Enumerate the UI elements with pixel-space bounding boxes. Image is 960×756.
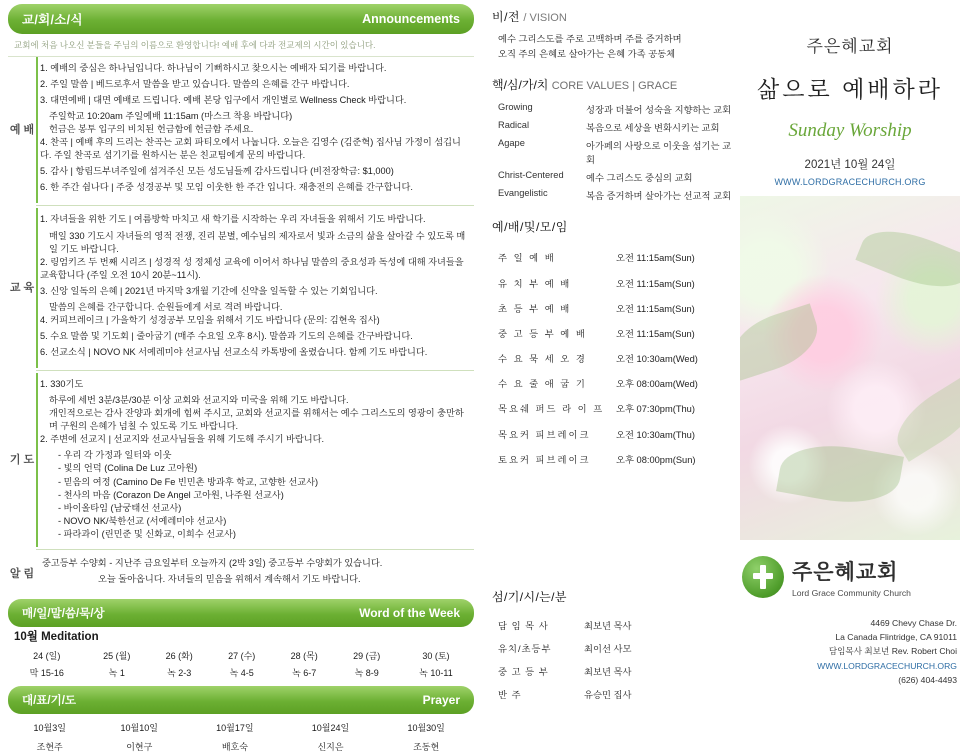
worship-theme-en: Sunday Worship [788, 120, 912, 141]
list-item: 3. 신앙 일독의 은혜 | 2021년 마지막 3개월 기간에 신약을 일독할 수 있는 기회입니다. [40, 285, 378, 296]
list-item: - 믿음의 여정 (Camino De Fe 빈민촌 방과후 학교, 고향한 선교사) [58, 476, 319, 487]
table-cell: 조동현 [413, 741, 440, 752]
table-cell: 토요커 피브레이크 [498, 454, 591, 465]
list-item: - 파라과이 (린민준 및 신화교, 이희수 선교사) [58, 528, 236, 539]
section-notice [8, 552, 474, 595]
table-row [498, 371, 728, 396]
table-cell: 복음 증거하며 살아가는 선교적 교회 [586, 190, 732, 201]
vision-heading [492, 8, 732, 25]
table-cell: Radical [498, 119, 530, 130]
table-row [498, 659, 632, 682]
section-label-education: 교 육 [9, 282, 35, 295]
table-cell: 오전 10:30am(Thu) [616, 429, 695, 440]
table-cell: 녹 8-9 [354, 667, 379, 678]
section-body-worship [36, 57, 474, 204]
core-values-title-en: CORE VALUES | GRACE [551, 79, 678, 92]
footer-logo-area [742, 556, 957, 687]
table-cell: 성장과 더불어 성숙을 지향하는 교회 [586, 104, 732, 115]
table-cell: 목요커 피브레이크 [498, 429, 591, 440]
address-line-2: La Canada Flintridge, CA 91011 [835, 632, 957, 643]
table-cell: 오전 10:30am(Wed) [616, 354, 698, 365]
list-item: - 천사의 마음 (Corazon De Angel 고아원, 나주원 선교사) [58, 489, 284, 500]
prayer-table [8, 718, 474, 756]
vision-line: 예수 그리스도를 주로 고백하며 주를 증거하며 [498, 34, 682, 44]
leaf-shape [740, 303, 826, 380]
table-cell: 10월30일 [407, 722, 445, 733]
table-cell: 10월24일 [311, 722, 350, 733]
masthead-url[interactable]: WWW.LORDGRACECHURCH.ORG [774, 177, 926, 187]
leaf-shape [776, 436, 904, 512]
flower-photo [740, 196, 960, 540]
services-table [498, 245, 728, 472]
masthead [740, 0, 960, 196]
core-values-title-kr: 핵/심/가/치 [492, 77, 549, 92]
leaf-shape [886, 374, 960, 462]
list-item: 말씀의 은혜를 간구합니다. 순원들에게 서로 격려 바랍니다. [49, 301, 283, 312]
table-cell: Agape [498, 137, 525, 148]
masthead-column [740, 0, 960, 540]
list-item: 중고등부 수양회 - 지난주 금요일부터 오늘까지 (2박 3일) 중고등부 수양회가 있습니다. [42, 557, 383, 568]
announcements-title-en: Announcements [362, 12, 460, 26]
list-item: 4. 커피브레이크 | 가을학기 성경공부 모임을 위해서 기도 바랍니다 (문의: 김현욱 집사) [40, 314, 380, 325]
table-row [498, 168, 732, 186]
announcements-column [8, 4, 474, 756]
table-row [8, 664, 474, 681]
table-cell: 녹 10-11 [419, 667, 453, 678]
table-cell: 초 등 부 예 배 [498, 303, 572, 314]
section-divider [36, 549, 474, 550]
church-name: 주은혜교회 [806, 37, 894, 56]
bulletin-date: 2021년 10월 24일 [804, 159, 896, 171]
section-body-notice [36, 552, 474, 595]
word-of-week-table [8, 647, 474, 681]
table-cell: 오전 11:15am(Sun) [616, 253, 695, 264]
section-divider [36, 370, 474, 371]
table-cell: 반 주 [498, 689, 522, 700]
table-cell: 녹 1 [108, 667, 125, 678]
core-values-table [498, 100, 732, 204]
table-cell: 25 (월) [103, 650, 131, 661]
table-cell: 수 요 묵 세 오 경 [498, 354, 587, 365]
table-cell: 오전 11:15am(Sun) [616, 328, 695, 339]
table-row [498, 346, 728, 371]
list-item: 2. 주일 말씀 | 베드로후서 말씀을 받고 있습니다. 말씀의 은혜를 간구 바랍니다. [40, 78, 350, 89]
section-prayer [8, 373, 474, 547]
table-row [498, 636, 632, 659]
prayer-header [8, 686, 474, 714]
table-cell: 오후 08:00pm(Sun) [616, 454, 696, 465]
table-cell: 아가페의 사랑으로 이웃을 섬기는 교회 [586, 140, 732, 165]
table-cell: 최이선 사모 [584, 643, 632, 654]
cross-icon [742, 556, 784, 598]
table-cell: 10월17일 [216, 722, 254, 733]
table-cell: 녹 2-3 [167, 667, 192, 678]
list-item: 오늘 돌아옵니다. 자녀들의 믿음을 위해서 계속해서 기도 바랍니다. [98, 573, 361, 584]
leaf-shape [855, 217, 960, 301]
table-cell: Christ-Centered [498, 169, 564, 180]
announcements-header [8, 4, 474, 34]
table-row [498, 613, 632, 636]
table-cell: 10월3일 [33, 722, 66, 733]
list-item: 2. 링엄키즈 두 번째 시리즈 | 성경적 성 정체성 교육에 이어서 하나님 말씀의 중요성과 독성에 대해 자녀들을 교육합니다 (주일 오전 10시 20분~11시). [40, 256, 464, 280]
table-cell: 오후 07:30pm(Thu) [616, 404, 695, 415]
table-cell: 막 15-16 [29, 667, 64, 678]
list-item: 1. 예배의 중심은 하나님입니다. 하나님이 기뻐하시고 찾으시는 예배자 되기를 바랍니다. [40, 62, 387, 73]
section-body-education [36, 208, 474, 368]
table-cell: 녹 4-5 [229, 667, 254, 678]
table-cell: 유 치 부 예 배 [498, 278, 572, 289]
table-cell: 담 임 목 사 [498, 620, 549, 631]
table-cell: Growing [498, 101, 533, 112]
table-cell: 중 고 등 부 [498, 666, 549, 677]
table-cell: 오전 11:15am(Sun) [616, 278, 695, 289]
list-item: 2. 주변에 선교지 | 선교지와 선교사님들을 위해 기도해 주시기 바랍니다. [40, 434, 325, 445]
table-cell: 28 (목) [290, 650, 318, 661]
table-row [498, 421, 728, 446]
worship-theme-kr: 삶으로 예배하라 [757, 76, 943, 102]
word-of-week-title-kr: 매/일/말/씀/묵/상 [22, 607, 105, 620]
table-cell: 30 (토) [422, 650, 450, 661]
section-label-prayer: 기 도 [9, 454, 35, 467]
list-item: 1. 자녀들을 위한 기도 | 여름방학 마치고 새 학기를 시작하는 우리 자녀들을 위해서 기도 바랍니다. [40, 214, 426, 225]
section-label-notice: 알 림 [9, 567, 35, 580]
word-of-week-title-en: Word of the Week [359, 605, 460, 620]
logo-text [792, 556, 911, 598]
table-row [498, 100, 732, 118]
table-row [498, 118, 732, 136]
table-cell: 녹 6-7 [292, 667, 317, 678]
table-cell: 조현주 [36, 741, 63, 752]
table-cell: 수 요 줄 애 굽 기 [498, 379, 587, 390]
vision-title-en: / VISION [523, 12, 567, 24]
word-of-week-header [8, 599, 474, 627]
table-cell: 오전 11:15am(Sun) [616, 303, 695, 314]
table-cell: 예수 그리스도 중심의 교회 [586, 172, 693, 183]
table-cell: 이현구 [126, 741, 153, 752]
table-cell: 신지은 [317, 741, 344, 752]
list-item: 6. 한 주간 쉼나다 | 주중 성경공부 및 모임 이웃한 한 주간 입니다. 재충전의 은혜를 간구합니다. [40, 182, 413, 193]
table-cell: 복음으로 세상을 변화시키는 교회 [586, 122, 720, 133]
list-item: 6. 선교소식 | NOVO NK 서예레미야 선교사님 선교소식 카톡방에 올렸습니다. 함께 기도 바랍니다. [40, 347, 428, 358]
list-item: - NOVO NK/북한선교 (서예레미야 선교사) [58, 515, 227, 526]
table-row [8, 647, 474, 664]
table-cell: 중 고 등 부 예 배 [498, 328, 587, 339]
table-cell: 주 일 예 배 [498, 253, 556, 264]
table-cell: 최보년 목사 [584, 666, 632, 677]
footer-url[interactable]: WWW.LORDGRACECHURCH.ORG [817, 660, 957, 671]
vision-column [492, 8, 732, 471]
logo-name-en: Lord Grace Community Church [792, 588, 911, 598]
table-cell: 24 (일) [33, 650, 61, 661]
list-item: 개인적으로는 감사 잔양과 회개에 힘써 주시고, 교회와 선교지를 위해서는 예수 그리스도의 영광이 충만하며 구원의 은혜가 넘칠 수 있도록 기도 바랍니다. [49, 408, 464, 432]
table-row [498, 320, 728, 345]
section-worship [8, 57, 474, 204]
table-cell: 27 (수) [228, 650, 256, 661]
table-row [8, 718, 474, 737]
list-item: 주일학교 10:20am 주일예배 11:15am (마스크 착용 바랍니다) [49, 111, 293, 122]
meditation-subtitle: 10월 Meditation [14, 630, 99, 643]
table-row [498, 136, 732, 168]
table-cell: 유치/초등부 [498, 643, 552, 654]
table-row [498, 245, 728, 270]
table-row [8, 737, 474, 756]
table-cell: 최보년 목사 [584, 620, 632, 631]
announcements-title-kr: 교/회/소/식 [22, 13, 83, 27]
list-item: 하루에 세번 3분/3분/30분 이상 교회와 선교지와 미국을 위해 기도 바랍니다. [49, 395, 349, 406]
prayer-title-en: Prayer [422, 692, 460, 707]
welcome-greeting: 교회에 처음 나오신 분들을 주님의 이름으로 환영합니다! 예배 후에 다과 전교제의 시간이 있습니다. [8, 34, 474, 57]
section-body-prayer [36, 373, 474, 547]
table-cell: 유승민 집사 [584, 689, 632, 700]
table-row [498, 186, 732, 204]
logo-row [742, 556, 957, 598]
list-item: 5. 수요 말씀 및 기도회 | 줄아굽기 (매주 수요일 오후 8시). 말씀과 기도의 은혜를 간구바랍니다. [40, 330, 413, 341]
address-line-1: 4469 Chevy Chase Dr. [870, 618, 957, 628]
section-label-worship: 예 배 [9, 124, 35, 137]
table-cell: 10월10일 [120, 722, 158, 733]
list-item: 4. 찬곡 | 예배 후의 드리는 찬곡는 교회 파티오에서 나눕니다. 오늘은 김영수 (김준혁) 집사님 가정이 섬깁니다. 주일 찬곡로 섬기기를 원하시는 분은 친교팀에게 문의 바랍니다. [40, 137, 461, 161]
list-item: 5. 감사 | 항림드부녀주일에 섬겨주신 모든 성도님들께 감사드립니다 (비전장학금: $1,000) [40, 166, 394, 177]
table-cell: Evangelistic [498, 187, 548, 198]
table-cell: 26 (화) [165, 650, 193, 661]
table-row [498, 446, 728, 471]
serving-table [498, 613, 632, 705]
section-divider [36, 205, 474, 206]
table-cell: 오후 08:00am(Wed) [616, 379, 698, 390]
vision-line: 오직 주의 은혜로 살아가는 은혜 가족 공동체 [498, 48, 676, 59]
list-item: - 바이올타임 (남궁태선 선교사) [58, 502, 182, 513]
prayer-title-kr: 대/표/기/도 [22, 694, 77, 707]
table-row [498, 682, 632, 705]
table-row [498, 295, 728, 320]
table-cell: 29 (금) [353, 650, 381, 661]
list-item: - 우리 각 가정과 일터와 이웃 [58, 450, 172, 461]
section-education [8, 208, 474, 368]
table-row [498, 396, 728, 421]
pastor-line: 담임목사 최보년 Rev. Robert Choi [828, 646, 957, 657]
serving-heading: 섬/기/시/는/분 [492, 590, 567, 604]
table-cell: 목요쉐 퍼드 라 이 프 [498, 404, 605, 415]
table-cell: 배호숙 [221, 741, 248, 752]
vision-title-kr: 비/전 [492, 10, 521, 24]
list-item: 헌금은 봉투 입구의 비치된 헌금함에 헌금함 주세요. [49, 124, 254, 135]
list-item: 3. 대면예배 | 대면 예배로 드립니다. 예배 본당 입구에서 개인별로 Wellness Check 바랍니다. [40, 95, 407, 106]
services-heading: 예/배/및/모/임 [492, 219, 568, 234]
logo-name-kr: 주은혜교회 [792, 561, 899, 584]
core-values-heading [492, 76, 732, 93]
list-item: 매일 330 기도시 자녀들의 영적 전쟁, 진리 분별, 예수님의 제자로서 빛과 소금의 삶을 살아갈 수 있도록 매일 기도 바랍니다. [49, 230, 466, 254]
footer-phone: (626) 404-4493 [898, 674, 957, 685]
list-item: 1. 330기도 [40, 379, 84, 390]
footer-address [742, 616, 957, 687]
table-row [498, 270, 728, 295]
serving-section [492, 588, 742, 705]
list-item: - 빛의 언덕 (Colina De Luz 고아원) [58, 463, 198, 474]
